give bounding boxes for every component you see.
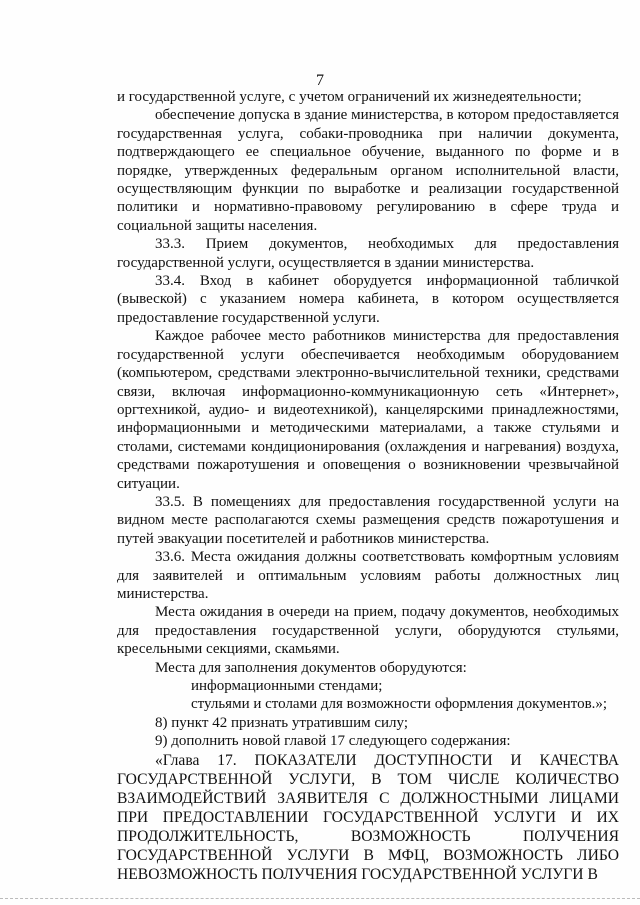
- paragraph: и государственной услуге, с учетом ограничений их жизнедеятельности;: [117, 89, 582, 105]
- paragraph: Места ожидания в очереди на прием, подачу документов, необходимых для предоставления государственной услуги, оборудуются стульями, кресельными секциями, скамьями.: [117, 604, 619, 658]
- page-bottom-edge: [0, 898, 640, 905]
- chapter-heading: «Глава 17. ПОКАЗАТЕЛИ ДОСТУПНОСТИ И КАЧЕСТВА ГОСУДАРСТВЕННОЙ УСЛУГИ, В ТОМ ЧИСЛЕ КОЛИЧЕСТВО ВЗАИМОДЕЙСТВИЙ ЗАЯВИТЕЛЯ С ДОЛЖНОСТНЫМИ ЛИЦАМИ ПРИ ПРЕДОСТАВЛЕНИИ ГОСУДАРСТВЕННОЙ УСЛУГИ И ИХ ПРОДОЛЖИТЕЛЬНОСТЬ, ВОЗМОЖНОСТЬ ПОЛУЧЕНИЯ ГОСУДАРСТВЕННОЙ УСЛУГИ В МФЦ, ВОЗМОЖНОСТЬ ЛИБО НЕВОЗМОЖНОСТЬ ПОЛУЧЕНИЯ ГОСУДАРСТВЕННОЙ УСЛУГИ В: [117, 751, 619, 883]
- paragraph: 8) пункт 42 признать утратившим силу;: [155, 714, 409, 731]
- paragraph: Места для заполнения документов оборудуются:: [155, 659, 467, 676]
- paragraph: 33.6. Места ожидания должны соответствовать комфортным условиям для заявителей и оптимальным условиям работы должностных лиц министерства.: [117, 549, 619, 602]
- paragraph: обеспечение допуска в здание министерства, в котором предоставляется государственная услуга, собаки-проводника при наличии документа, подтверждающего ее специальное обучение, выданного по форме и в порядке, утвержденных федеральным органом исполнительной власти, осуществляющим функции по выработке и реализации государственной политики и нормативно-правовому регулированию в сфере труда и социальной защиты населения.: [117, 107, 619, 234]
- document-body: [117, 88, 619, 884]
- paragraph: 9) дополнить новой главой 17 следующего содержания:: [155, 733, 511, 750]
- paragraph: 33.4. Вход в кабинет оборудуется информационной табличкой (вывеской) с указанием номера кабинета, в котором осуществляется предоставление государственной услуги.: [117, 273, 619, 326]
- page-number: 7: [316, 72, 324, 89]
- paragraph: 33.5. В помещениях для предоставления государственной услуги на видном месте располагаются схемы размещения средств пожаротушения и путей эвакуации посетителей и работников министерства.: [117, 493, 619, 547]
- list-item: стульями и столами для возможности оформления документов.»;: [191, 696, 608, 713]
- paragraph: 33.3. Прием документов, необходимых для предоставления государственной услуги, осуществляется в здании министерства.: [117, 236, 619, 271]
- paragraph: Каждое рабочее место работников министерства для предоставления государственной услуги обеспечивается необходимым оборудованием (компьютером, средствами электронно-вычислительной техники, средствами связи, включая информационно-коммуникационную сеть «Интернет», оргтехникой, аудио- и видеотехникой), канцелярскими принадлежностями, информационными и методическими материалами, а также стульями и столами, системами кондиционирования (охлаждения и нагревания) воздуха, средствами пожаротушения и оповещения о возникновении чрезвычайной ситуации.: [117, 328, 619, 492]
- list-item: информационными стендами;: [191, 678, 383, 694]
